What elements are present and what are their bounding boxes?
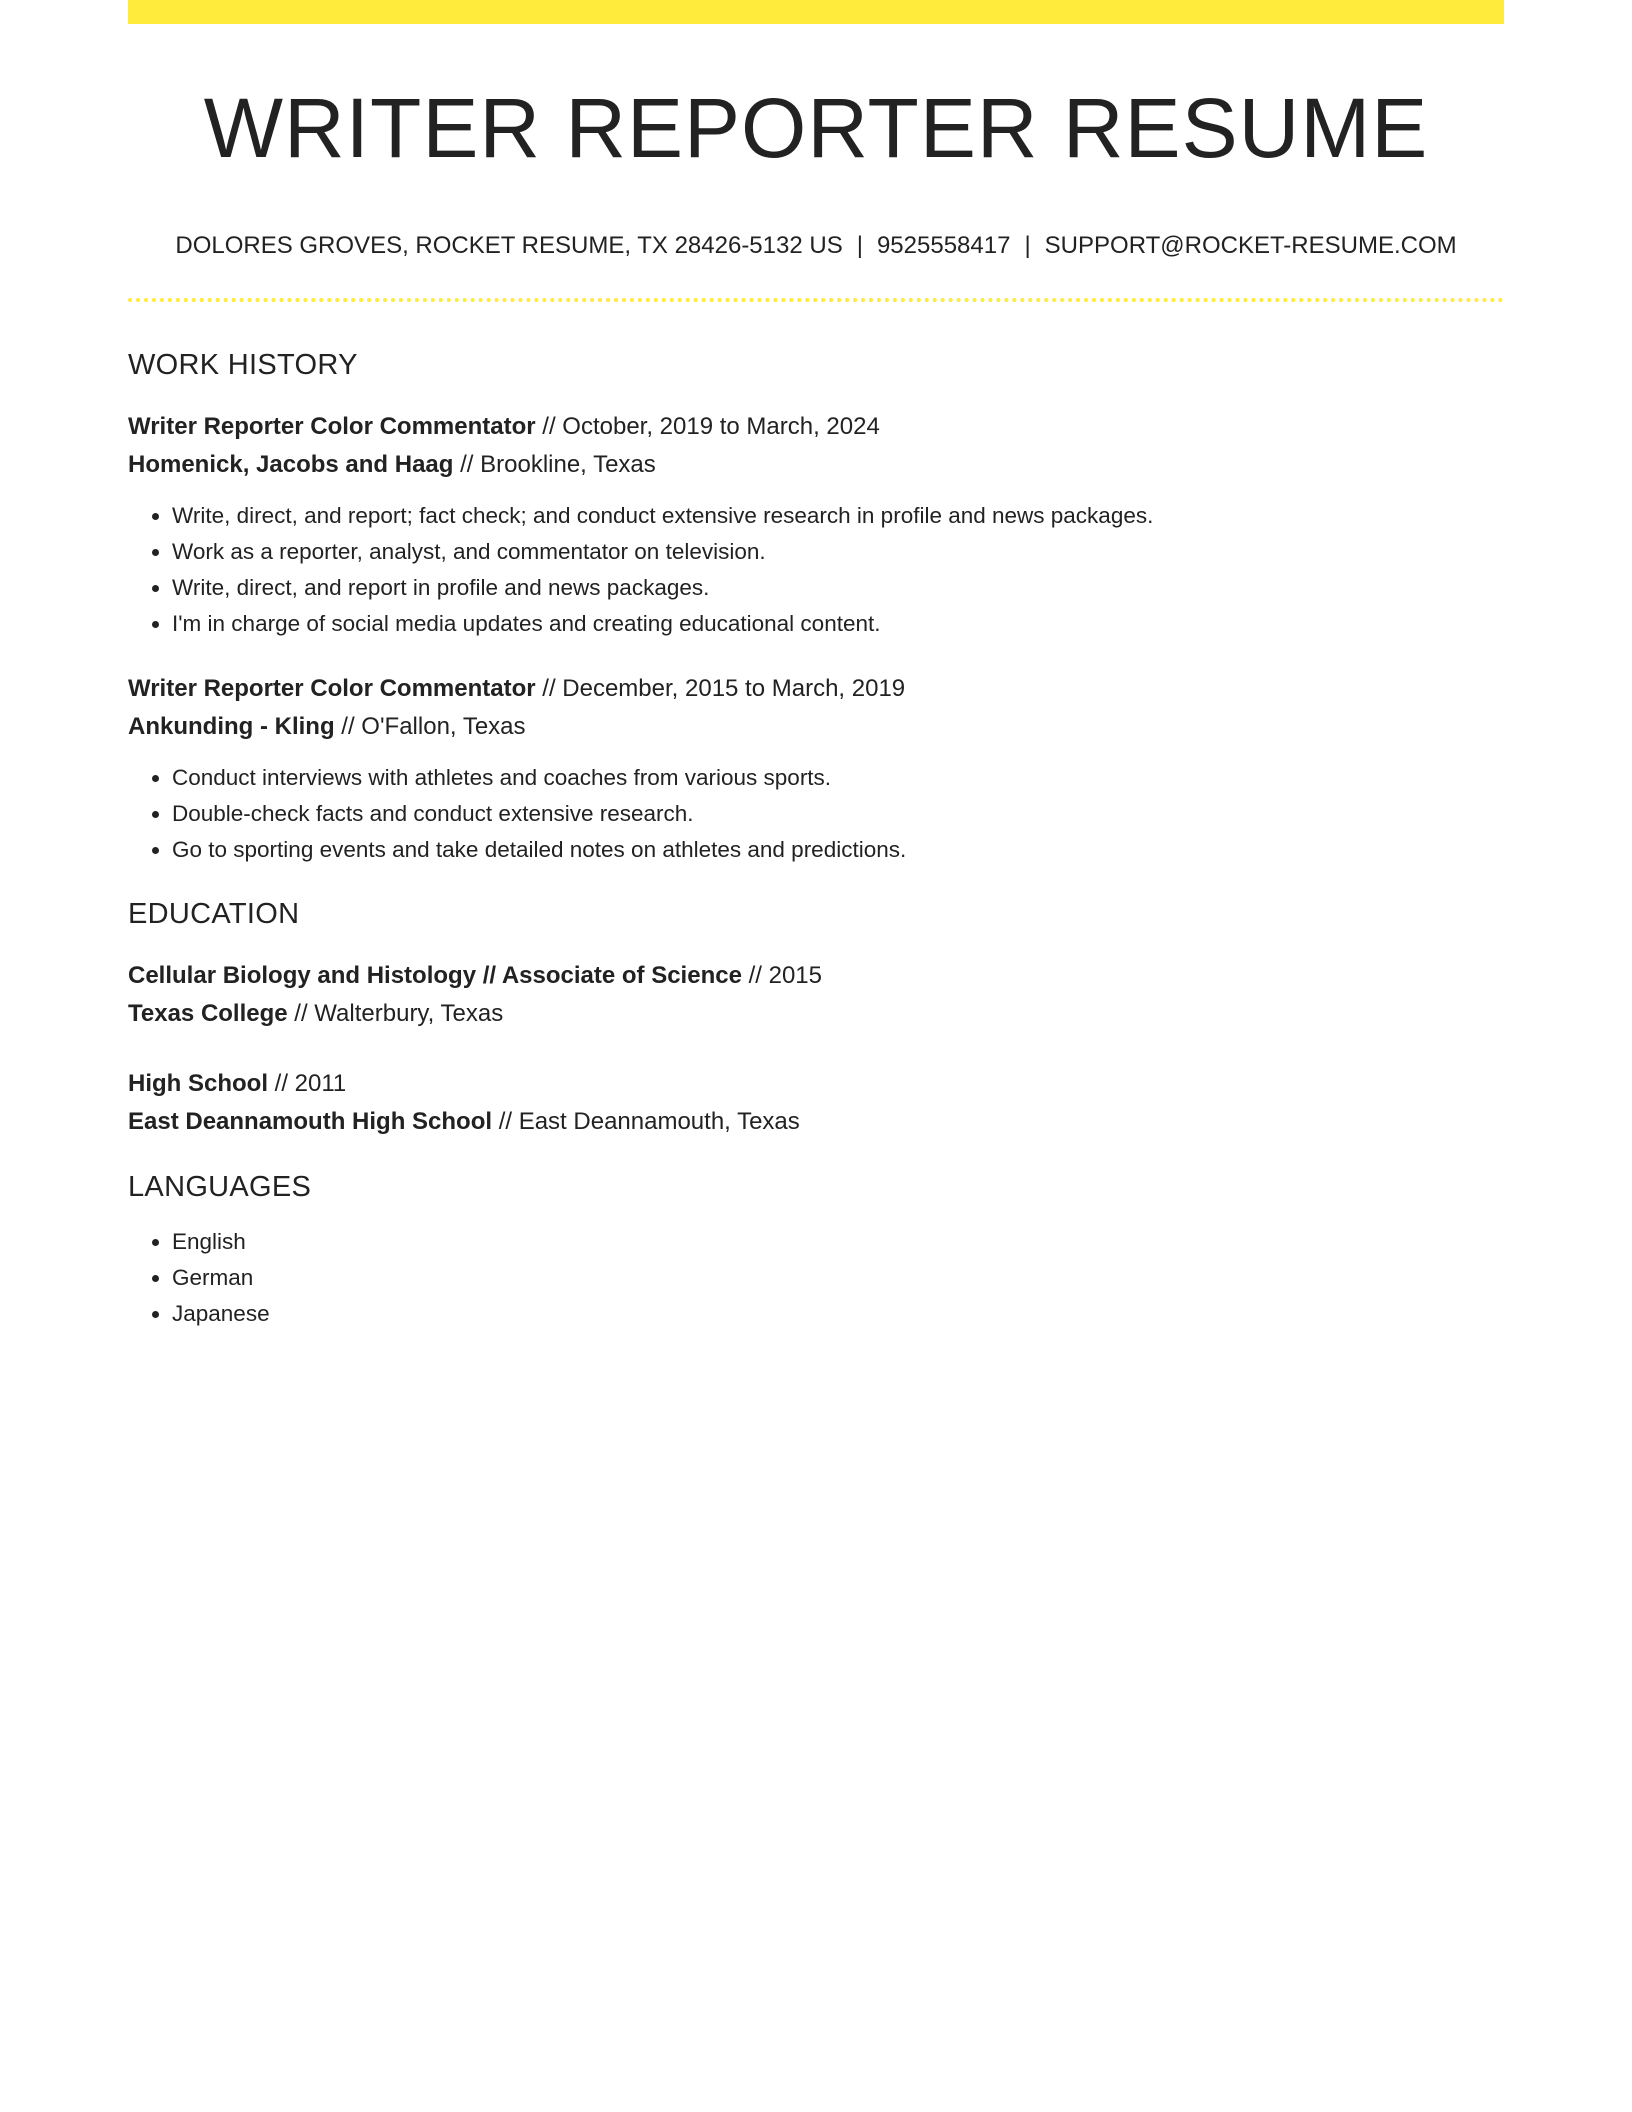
language-item: • German (172, 1260, 1504, 1296)
job-location: // O'Fallon, Texas (334, 713, 526, 741)
resume-title: WRITER REPORTER RESUME (203, 81, 1429, 175)
education-degree-line (128, 1065, 1504, 1103)
education-heading: EDUCATION (128, 898, 300, 931)
job-title: Writer Reporter Color Commentator (128, 413, 536, 441)
job-company-line (128, 446, 1504, 484)
job-title-line (128, 670, 1504, 708)
education-location: // Walterbury, Texas (287, 1000, 504, 1028)
job-bullet: • Go to sporting events and take detailed notes on athletes and predictions. (172, 832, 1504, 868)
contact-separator: | (856, 232, 863, 260)
dotted-divider (128, 298, 1504, 302)
job-entry (128, 408, 1504, 642)
education-entry (128, 957, 1504, 1033)
job-entry (128, 670, 1504, 868)
job-company: Ankunding - Kling (128, 713, 335, 741)
job-dates: // October, 2019 to March, 2024 (535, 413, 880, 441)
job-company-line (128, 708, 1504, 746)
work-history-heading: WORK HISTORY (128, 349, 358, 382)
contact-separator: | (1024, 232, 1031, 260)
contact-email: SUPPORT@ROCKET-RESUME.COM (1044, 232, 1457, 260)
job-bullet: • Double-check facts and conduct extensive research. (172, 796, 1504, 832)
job-bullet: • I'm in charge of social media updates and creating educational content. (172, 606, 1504, 642)
job-bullet: • Write, direct, and report in profile and news packages. (172, 570, 1504, 606)
education-location: // East Deannamouth, Texas (492, 1108, 800, 1136)
job-bullet: • Work as a reporter, analyst, and commentator on television. (172, 534, 1504, 570)
job-company: Homenick, Jacobs and Haag (128, 451, 454, 479)
job-bullets (128, 760, 1504, 868)
education-year: // 2011 (268, 1070, 347, 1098)
job-dates: // December, 2015 to March, 2019 (535, 675, 906, 703)
contact-phone: 9525558417 (876, 232, 1011, 260)
contact-address: DOLORES GROVES, ROCKET RESUME, TX 28426-5132 US (175, 232, 843, 260)
job-bullets (128, 498, 1504, 642)
accent-top-bar (128, 0, 1504, 24)
education-school: East Deannamouth High School (128, 1108, 493, 1136)
job-bullet: • Conduct interviews with athletes and coaches from various sports. (172, 760, 1504, 796)
job-location: // Brookline, Texas (453, 451, 656, 479)
language-item: • English (172, 1224, 1504, 1260)
job-bullet: • Write, direct, and report; fact check; and conduct extensive research in profile and news packages. (172, 498, 1504, 534)
job-title: Writer Reporter Color Commentator (128, 675, 536, 703)
languages-list (128, 1224, 1504, 1332)
education-school-line (128, 995, 1504, 1033)
contact-line (128, 232, 1504, 260)
education-degree-line (128, 957, 1504, 995)
language-item: • Japanese (172, 1296, 1504, 1332)
education-year: // 2015 (741, 962, 822, 990)
education-entry (128, 1065, 1504, 1141)
education-school-line (128, 1103, 1504, 1141)
languages-heading: LANGUAGES (128, 1171, 312, 1204)
education-degree: High School (128, 1070, 268, 1098)
education-school: Texas College (128, 1000, 288, 1028)
resume-page (128, 0, 1504, 1332)
job-title-line (128, 408, 1504, 446)
education-degree: Cellular Biology and Histology // Associate of Science (128, 962, 742, 990)
